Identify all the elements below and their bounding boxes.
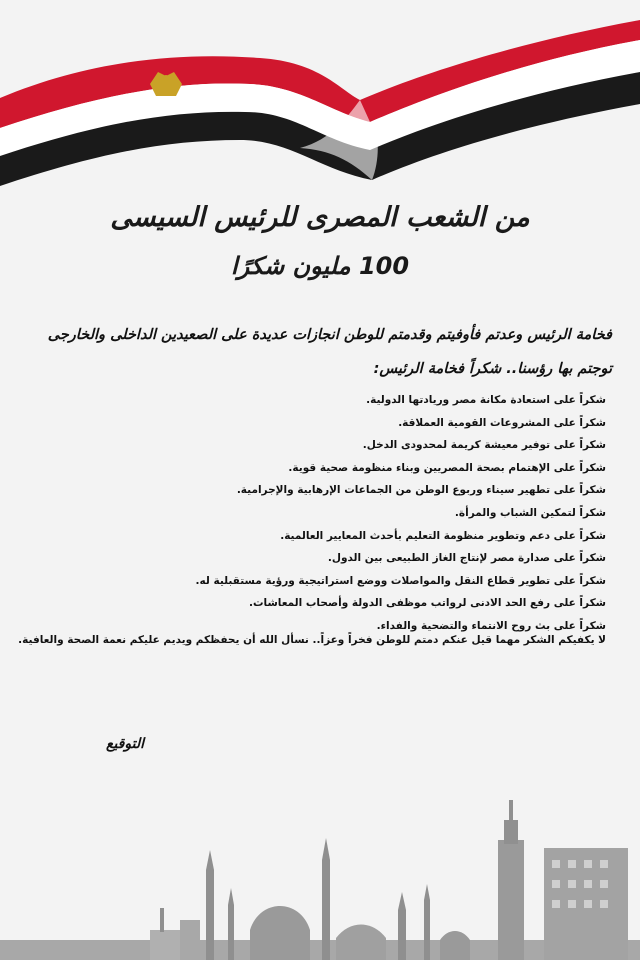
list-item: شكراً على صدارة مصر لإنتاج الغاز الطبيعى بين الدول. bbox=[327, 552, 606, 565]
list-item: شكراً لتمكين الشباب والمرأة. bbox=[454, 506, 606, 519]
list-item: شكراً على دعم وتطوير منظومة التعليم بأحدث المعايير العالمية. bbox=[280, 529, 606, 542]
list-item: شكراً على الإهتمام بصحة المصريين وبناء منظومة صحية قوية. bbox=[288, 461, 606, 474]
list-item: شكراً على تطهير سيناء وربوع الوطن من الجماعات الإرهابية والإجرامية. bbox=[236, 484, 606, 497]
list-item: شكراً على استعادة مكانة مصر وريادتها الدولية. bbox=[366, 394, 606, 406]
thanks-list bbox=[26, 389, 606, 638]
signature-label: التوقيع bbox=[106, 736, 144, 752]
intro-paragraph: فخامة الرئيس وعدتم فأوفيتم وقدمتم للوطن انجازات عديدة على الصعيدين الداخلى والخارجى توجتم بها رؤسنا.. شكراً فخامة الرئيس: bbox=[47, 327, 612, 377]
list-item: شكراً على تطوير قطاع النقل والمواصلات ووضع استراتيجية ورؤية مستقبلية له. bbox=[195, 574, 606, 587]
closing-line: لا يكفيكم الشكر مهما قيل عنكم دمتم للوطن فخراً وعزاً.. نسأل الله أن يحفظكم ويديم عليكم نعمة الصحة والعافية. bbox=[18, 634, 606, 646]
list-item: شكراً على توفير معيشة كريمة لمحدودى الدخل. bbox=[362, 439, 606, 452]
list-item: شكراً على بث روح الانتماء والتضحية والفداء. bbox=[376, 619, 606, 632]
page-title: من الشعب المصرى للرئيس السيسى bbox=[110, 202, 530, 233]
page-subtitle: 100 مليون شكرًا bbox=[230, 252, 410, 280]
list-item: شكراً على رفع الحد الادنى لرواتب موظفى الدولة وأصحاب المعاشات. bbox=[248, 597, 606, 610]
cairo-skyline-illustration bbox=[0, 780, 640, 960]
list-item: شكراً على المشروعات القومية العملاقة. bbox=[398, 416, 606, 429]
egyptian-flag-ribbon bbox=[0, 0, 640, 200]
